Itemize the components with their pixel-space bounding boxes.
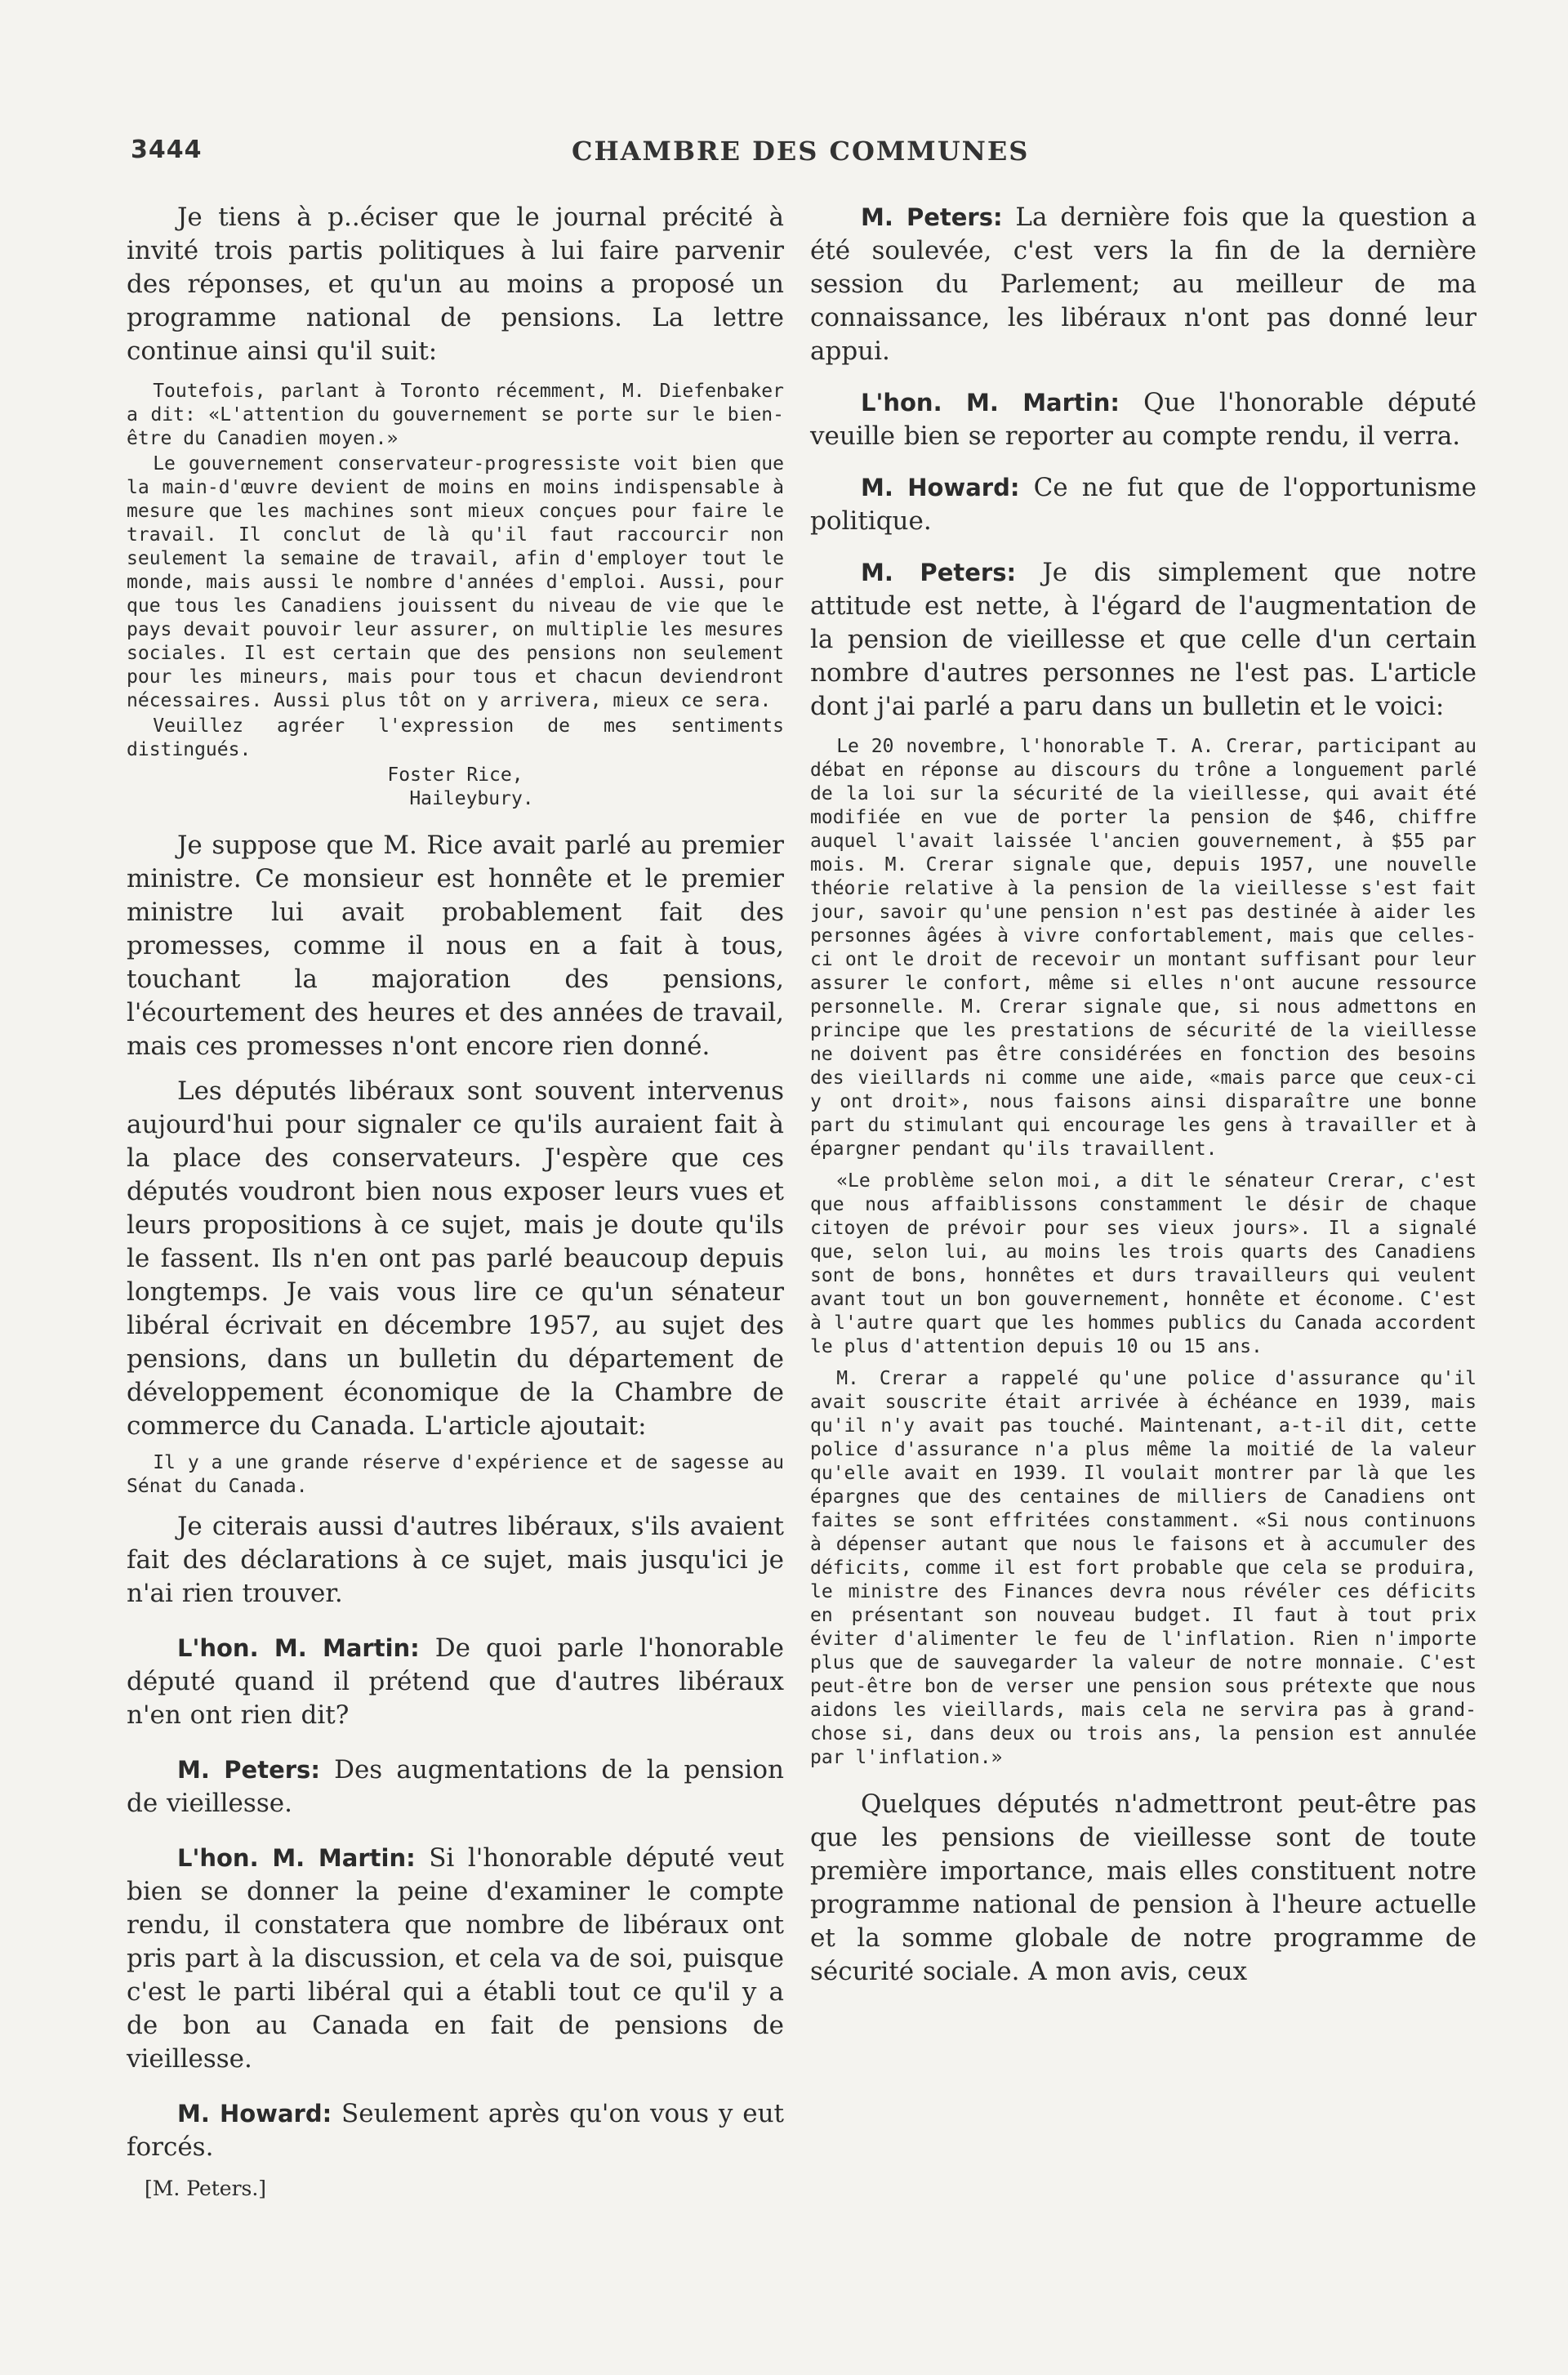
- quotation: M. Crerar a rappelé qu'une police d'assurance qu'il avait souscrite était arrivée à échéance en 1939, mais qu'il n'y avait pas touché. Maintenant, a-t-il dit, cette police d'assurance n'a plus même la moitié de la valeur qu'elle avait en 1939. Il voulait montrer par là que les épargnes que des centaines de milliers de Canadiens ont faites se sont effritées constamment. «Si nous continuons à dépenser autant que nous le faisons et à accumuler des déficits, comme il est fort probable que cela se produira, le ministre des Finances devra nous révéler ces déficits en présentant son nouveau budget. Il faut à tout prix éviter d'alimenter le feu de l'inflation. Rien n'importe plus que de sauvegarder la valeur de notre monnaie. C'est peut-être bon de verser une pension sous prétexte que nous aidons les vieillards, mais cela ne servira pas à grand-chose si, dans deux ou trois ans, la pension est annulée par l'inflation.»: [810, 1368, 1477, 1768]
- speaker-name: M. Peters:: [861, 559, 1017, 586]
- paragraph: Je suppose que M. Rice avait parlé au premier ministre. Ce monsieur est honnête et le premier ministre lui avait probablement fait des promesses, comme il nous en a fait à tous, touchant la majoration des pensions, l'écourtement des heures et des années de travail, mais ces promesses n'ont encore rien donné.: [127, 831, 784, 1061]
- page-number: 3444: [131, 136, 203, 164]
- quotation-block: [127, 1451, 784, 1499]
- speech-text: Je dis simplement que notre attitude est nette, à l'égard de l'augmentation de la pension de vieillesse et que celle d'un certain nombre d'autres personnes ne l'est pas. L'article dont j'ai parlé a paru dans un bulletin et le voici:: [810, 558, 1477, 721]
- speech: [810, 471, 1477, 538]
- speaker-name: L'hon. M. Martin:: [177, 1634, 420, 1662]
- right-column: [810, 201, 1477, 2000]
- speaker-name: M. Peters:: [177, 1756, 320, 1784]
- paragraph: Les députés libéraux sont souvent intervenus aujourd'hui pour signaler ce qu'ils auraient fait à la place des conservateurs. J'espère que ces députés voudront bien nous exposer leurs vues et leurs propositions à ce sujet, mais je doute qu'ils le fassent. Ils n'en ont pas parlé beaucoup depuis longtemps. Je vais vous lire ce qu'un sénateur libéral écrivait en décembre 1957, au sujet des pensions, dans un bulletin du département de développement économique de la Chambre de commerce du Canada. L'article ajoutait:: [127, 1076, 784, 1441]
- speaker-name: L'hon. M. Martin:: [177, 1844, 416, 1872]
- speech-text: Que l'honorable député veuille bien se reporter au compte rendu, il verra.: [810, 388, 1477, 451]
- speech-text: Des augmentations de la pension de vieillesse.: [127, 1755, 784, 1818]
- paragraph: Je tiens à p..éciser que le journal précité à invité trois partis politiques à lui faire parvenir des réponses, et qu'un au moins a proposé un programme national de pensions. La lettre continue ainsi qu'il suit:: [127, 203, 784, 366]
- signature-place: Haileybury.: [409, 788, 534, 809]
- paragraph: Quelques députés n'admettront peut-être pas que les pensions de vieillesse sont de toute première importance, mais elles constituent notre programme national de pension à l'heure actuelle et la somme globale de notre programme de sécurité sociale. A mon avis, ceux: [810, 1789, 1477, 1986]
- quotation: Toutefois, parlant à Toronto récemment, M. Diefenbaker a dit: «L'attention du gouvernement se porte sur le bien-être du Canadien moyen.»: [127, 381, 784, 449]
- speaker-name: M. Howard:: [861, 474, 1020, 501]
- speech: [810, 556, 1477, 724]
- quotation: Le gouvernement conservateur-progressiste voit bien que la main-d'œuvre devient de moins en moins indispensable à mesure que les machines sont mieux conçues pour faire le travail. Il conclut de là qu'il faut raccourcir non seulement la semaine de travail, afin d'employer tout le monde, mais aussi le nombre d'années d'emploi. Aussi, pour que tous les Canadiens jouissent du niveau de vie que le pays devait pouvoir leur assurer, on multiplie les mesures sociales. Il est certain que des pensions non seulement pour les mineurs, mais pour tous et chacun deviendront nécessaires. Aussi plus tôt on y arrivera, mieux ce sera.: [127, 453, 784, 711]
- speech: [127, 1842, 784, 2076]
- speech-text: La dernière fois que la question a été soulevée, c'est vers la fin de la dernière session du Parlement; au meilleur de ma connaissance, les libéraux n'ont pas donné leur appui.: [810, 203, 1477, 366]
- quotation: Le 20 novembre, l'honorable T. A. Crerar, participant au débat en réponse au discours du trône a longuement parlé de la loi sur la sécurité de la vieillesse, qui avait été modifiée en vue de porter la pension de $46, chiffre auquel l'avait laissée l'ancien gouvernement, à $55 par mois. M. Crerar signale que, depuis 1957, une nouvelle théorie relative à la pension de la vieillesse s'est fait jour, savoir qu'une pension n'est pas destinée à aider les personnes âgées à vivre confortablement, mais que celles-ci ont le droit de recevoir un montant suffisant pour leur assurer le confort, même si elles n'ont aucune ressource personnelle. M. Crerar signale que, si nous admettons en principe que les prestations de sécurité de la vieillesse ne doivent pas être considérées en fonction des besoins des vieillards ni comme une aide, «mais parce que ceux-ci y ont droit», nous faisons ainsi disparaître une bonne part du stimulant qui encourage les gens à travailler et à épargner pendant qu'ils travaillent.: [810, 736, 1477, 1160]
- page-title: CHAMBRE DES COMMUNES: [572, 136, 1030, 167]
- speaker-name: M. Howard:: [177, 2100, 332, 2128]
- paragraph: Je citerais aussi d'autres libéraux, s'ils avaient fait des déclarations à ce sujet, mais jusqu'ici je n'ai rien trouver.: [127, 1512, 784, 1608]
- signature-name: Foster Rice,: [387, 764, 523, 786]
- speech: [810, 201, 1477, 368]
- speech: [810, 386, 1477, 453]
- quotation: «Le problème selon moi, a dit le sénateur Crerar, c'est que nous affaiblissons constamment le désir de chaque citoyen de prévoir pour ses vieux jours». Il a signalé que, selon lui, au moins les trois quarts des Canadiens sont de bons, honnêtes et durs travailleurs qui veulent avant tout un bon gouvernement, honnête et économe. C'est à l'autre quart que les hommes publics du Canada accordent le plus d'attention depuis 10 ou 15 ans.: [810, 1170, 1477, 1357]
- speech-text: Ce ne fut que de l'opportunisme politique.: [810, 473, 1477, 536]
- quotation-block: [810, 735, 1477, 1770]
- speech: [127, 1753, 784, 1820]
- speech-text: De quoi parle l'honorable député quand il prétend que d'autres libéraux n'en ont rien dit?: [127, 1633, 784, 1730]
- quotation-block: [127, 380, 784, 811]
- speech-text: Si l'honorable député veut bien se donner la peine d'examiner le compte rendu, il constatera que nombre de libéraux ont pris part à la discussion, et cela va de soi, puisque c'est le parti libéral qui a établi tout ce qu'il y a de bon au Canada en fait de pensions de vieillesse.: [127, 1843, 784, 2074]
- speaker-name: M. Peters:: [861, 203, 1003, 231]
- speech: [127, 2097, 784, 2164]
- speech: [127, 1632, 784, 1732]
- speaker-name: L'hon. M. Martin:: [861, 389, 1120, 417]
- quotation: Il y a une grande réserve d'expérience et de sagesse au Sénat du Canada.: [127, 1452, 784, 1497]
- speaker-reference: [M. Peters.]: [145, 2177, 267, 2200]
- speech-text: Seulement après qu'on vous y eut forcés.: [127, 2099, 784, 2162]
- quotation: Veuillez agréer l'expression de mes sentiments distingués.: [127, 715, 784, 760]
- left-column: [127, 201, 784, 2202]
